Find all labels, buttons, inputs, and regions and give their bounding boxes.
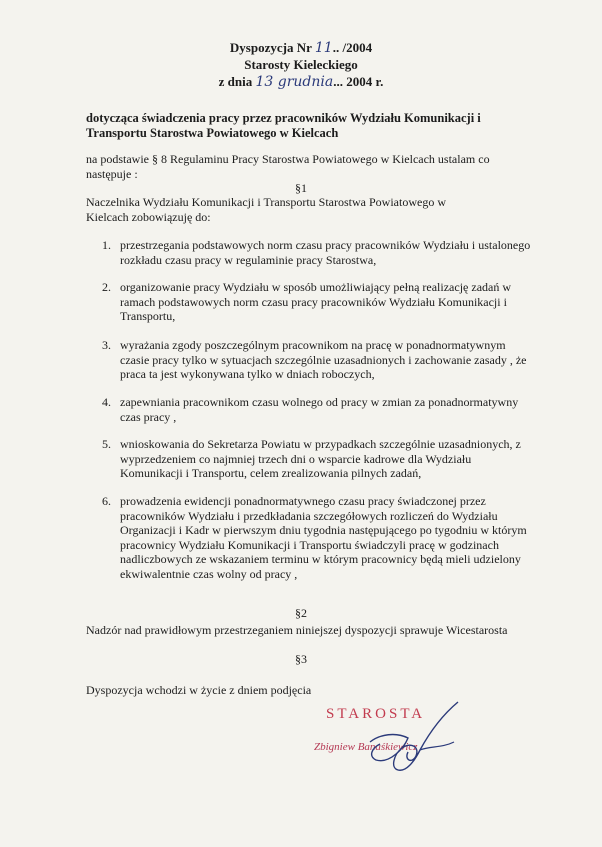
item-text: przestrzegania podstawowych norm czasu pracy pracowników Wydziału i ustalonego rozkładu czasu pracy w regulaminie pracy Starostwa, [120,238,531,267]
date-prefix: z dnia [218,74,253,89]
item-text: zapewniania pracownikom czasu wolnego od pracy w zmian za ponadnormatywny czas pracy , [120,395,519,424]
section-2-text: Nadzór nad prawidłowym przestrzeganiem niniejszej dyspozycji sprawuje Wicestarosta [86,623,508,637]
section-1-heading: §1 [295,181,307,195]
section-3-heading: §3 [295,652,307,666]
dots: ... [333,74,343,89]
item-text: wyrażania zgody poszczególnym pracownikom na pracę w ponadnormatywnym czasie pracy tylko w sytuacjach szczególnie uzasadnionych i zachowanie zasady , że praca ta jest wykonywana tylko w dniach roboczych, [120,338,527,381]
title-line-1 [0,40,602,56]
document-topic: dotycząca świadczenia pracy przez pracowników Wydziału Komunikacji i Transportu Starostwa Powiatowego w Kielcach [86,111,481,140]
title-line-2: Starosty Kieleckiego [244,57,358,72]
item-number: 6. [102,494,111,508]
title-year: /2004 [342,40,373,55]
title-prefix: Dyspozycja Nr [229,40,312,55]
item-number: 1. [102,238,111,252]
intro-paragraph: na podstawie § 8 Regulaminu Pracy Starostwa Powiatowego w Kielcach ustalam co następuje : [86,152,490,181]
section-1-text: Naczelnika Wydziału Komunikacji i Transportu Starostwa Powiatowego w Kielcach zobowiązuję do: [86,195,446,224]
date-suffix: 2004 r. [346,74,384,89]
stamp-name: Zbigniew Banaśkiewicz [314,741,418,753]
section-2-heading: §2 [295,606,307,620]
dots: .. [332,40,340,55]
item-number: 5. [102,437,111,451]
item-number: 3. [102,338,111,352]
item-number: 4. [102,395,111,409]
section-3-text: Dyspozycja wchodzi w życie z dniem podjęcia [86,683,312,697]
stamp-title: STAROSTA [326,706,426,722]
handwritten-date: 13 grudnia [255,74,334,90]
item-text: organizowanie pracy Wydziału w sposób umożliwiający pełną realizację zadań w ramach podstawowych norm czasu pracy pracowników Wydziału Komunikacji i Transportu, [120,280,512,323]
title-line-3 [0,74,602,90]
item-text: prowadzenia ewidencji ponadnormatywnego czasu pracy świadczonej przez pracowników Wydziału i przedkładania szczegółowych rozliczeń do Wydziału Organizacji i Kadr w pierwszym dniu tygodnia następującego po tygodniu w którym pracownicy Wydziału Komunikacji i Transportu świadczyli pracę w godzinach nadliczbowych ze wskazaniem terminu w którym pracownicy będą mieli udzielony ekwiwalentnie czas wolny od pracy , [120,494,527,581]
item-number: 2. [102,280,111,294]
handwritten-number: 11 [314,40,333,56]
item-text: wnioskowania do Sekretarza Powiatu w przypadkach szczególnie uzasadnionych, z wyprzedzeniem co najmniej trzech dni o wsparcie kadrowe dla Wydziału Komunikacji i Transportu, celem zrealizowania pilnych zadań, [120,437,521,480]
handwritten-signature [350,698,470,778]
